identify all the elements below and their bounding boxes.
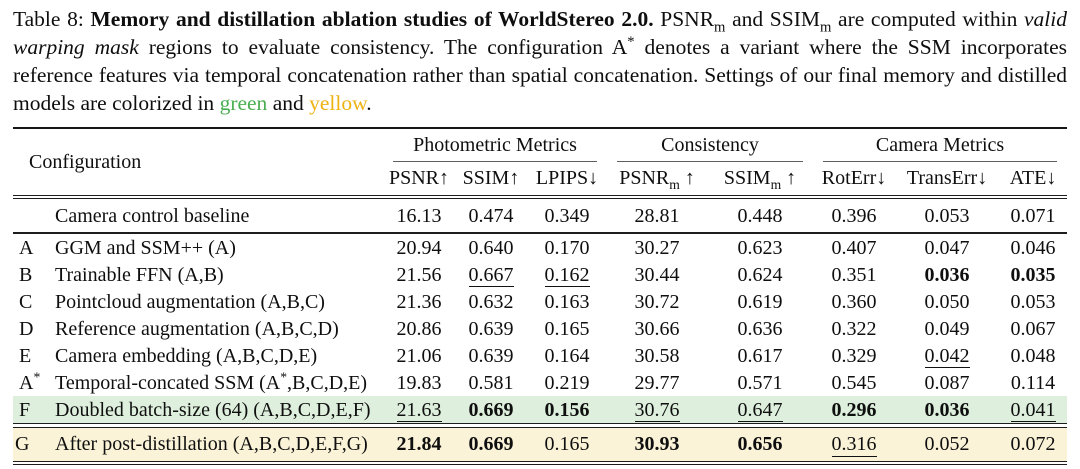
metric-value: 0.624 bbox=[737, 263, 783, 286]
row-letter: D bbox=[19, 317, 34, 340]
metric-value: 16.13 bbox=[396, 204, 442, 227]
metric-value: 0.316 bbox=[831, 433, 877, 456]
metric-value: 0.219 bbox=[544, 371, 590, 394]
row-config: Trainable FFN (A,B) bbox=[55, 263, 224, 286]
caption-part: and bbox=[267, 91, 310, 116]
metric-value: 0.322 bbox=[831, 317, 877, 340]
column-header-roterr: RotErr↓ bbox=[821, 166, 887, 189]
table-row-C bbox=[13, 288, 1067, 315]
table-row-B bbox=[13, 261, 1067, 288]
row-letter: A* bbox=[19, 369, 41, 394]
metric-value: 0.165 bbox=[544, 317, 590, 340]
metric-value: 0.036 bbox=[924, 398, 970, 421]
metric-value: 0.329 bbox=[831, 344, 877, 367]
column-header-ssim: SSIM↑ bbox=[462, 166, 520, 189]
metric-value: 0.162 bbox=[544, 263, 590, 286]
group-label-photometric: Photometric Metrics bbox=[393, 134, 597, 162]
metric-value: 21.63 bbox=[396, 398, 442, 421]
group-label-camera: Camera Metrics bbox=[823, 134, 1057, 162]
caption-part: * bbox=[627, 34, 635, 50]
metric-value: 0.623 bbox=[737, 236, 783, 259]
row-config: Camera embedding (A,B,C,D,E) bbox=[55, 344, 318, 367]
metric-value: 0.640 bbox=[468, 236, 514, 259]
metric-value: 0.669 bbox=[468, 398, 514, 421]
table-row-Astar bbox=[13, 369, 1067, 396]
metric-value: 0.581 bbox=[468, 371, 514, 394]
metric-value: 0.170 bbox=[544, 236, 590, 259]
metric-value: 30.66 bbox=[634, 317, 680, 340]
row-letter: C bbox=[19, 290, 33, 313]
column-header-psnr: PSNR↑ bbox=[388, 166, 450, 189]
column-header-ate: ATE↓ bbox=[1009, 166, 1057, 189]
metric-value: 0.656 bbox=[737, 433, 783, 456]
metric-value: 0.165 bbox=[544, 433, 590, 456]
metric-value: 21.56 bbox=[396, 263, 442, 286]
metric-value: 0.667 bbox=[468, 263, 514, 286]
row-config: Doubled batch-size (64) (A,B,C,D,E,F) bbox=[55, 398, 371, 421]
metric-value: 0.448 bbox=[737, 204, 783, 227]
metric-value: 21.84 bbox=[396, 433, 442, 456]
caption-part: Memory and distillation ablation studies of WorldStereo 2.0. bbox=[90, 7, 654, 31]
caption-part: denotes a variant where the SSM incorporates reference features via temporal concatenation rather than spatial concatenation. Settings of our final memory and distilled models are colorized in bbox=[13, 35, 1067, 116]
metric-value: 21.36 bbox=[396, 290, 442, 313]
metric-value: 0.617 bbox=[737, 344, 783, 367]
metric-value: 0.041 bbox=[1010, 398, 1056, 421]
group-header-camera bbox=[813, 128, 1067, 162]
column-header-transerr: TransErr↓ bbox=[906, 166, 988, 189]
metric-value: 0.632 bbox=[468, 290, 514, 313]
caption-part: green bbox=[219, 91, 268, 116]
metric-value: 0.047 bbox=[924, 236, 970, 259]
row-config: Pointcloud augmentation (A,B,C) bbox=[55, 290, 325, 313]
metric-value: 30.27 bbox=[634, 236, 680, 259]
group-header-consistency bbox=[607, 128, 813, 162]
caption-part: . bbox=[366, 91, 372, 116]
metric-value: 0.545 bbox=[831, 371, 877, 394]
metric-value: 0.114 bbox=[1010, 371, 1056, 394]
caption-part: PSNR bbox=[653, 7, 715, 31]
caption-part: Table 8: bbox=[13, 7, 91, 31]
metric-value: 0.669 bbox=[468, 433, 514, 456]
table-row-D bbox=[13, 315, 1067, 342]
metric-value: 19.83 bbox=[396, 371, 442, 394]
metric-value: 0.156 bbox=[544, 398, 590, 421]
metric-value: 20.94 bbox=[396, 236, 442, 259]
column-header-ssim: $SSIM_m$ ↑ bbox=[723, 166, 797, 192]
metric-value: 30.93 bbox=[634, 433, 680, 456]
metric-value: 30.72 bbox=[634, 290, 680, 313]
metric-value: 0.639 bbox=[468, 317, 514, 340]
column-header-psnr: $PSNR_m$ ↑ bbox=[619, 166, 695, 192]
configuration-header bbox=[13, 128, 383, 195]
row-letter: B bbox=[19, 263, 33, 286]
group-header-photometric bbox=[383, 128, 607, 162]
rule-double bbox=[13, 461, 1067, 466]
table-row-G bbox=[13, 428, 1067, 461]
group-header-row bbox=[13, 128, 1067, 162]
metric-value: 0.639 bbox=[468, 344, 514, 367]
metric-value: 0.407 bbox=[831, 236, 877, 259]
metric-value: 0.474 bbox=[468, 204, 514, 227]
table-row-A bbox=[13, 234, 1067, 261]
row-letter: G bbox=[15, 433, 30, 456]
table-row-F bbox=[13, 396, 1067, 423]
metric-value: 0.164 bbox=[544, 344, 590, 367]
row-letter bbox=[13, 199, 53, 232]
metric-value: 0.636 bbox=[737, 317, 783, 340]
row-letter: A bbox=[19, 236, 34, 259]
table-row-baseline bbox=[13, 199, 1067, 232]
column-header-lpips: LPIPS↓ bbox=[535, 166, 599, 189]
metric-value: 0.647 bbox=[737, 398, 783, 421]
row-config: Temporal-concated SSM (A*,B,C,D,E) bbox=[55, 369, 368, 394]
metric-value: 0.619 bbox=[737, 290, 783, 313]
group-label-consistency: Consistency bbox=[617, 134, 803, 162]
row-letter: F bbox=[19, 398, 31, 421]
metric-value: 0.067 bbox=[1010, 317, 1056, 340]
metric-value: 30.76 bbox=[634, 398, 680, 421]
caption-part: are computed within bbox=[831, 7, 1024, 31]
metric-value: 0.053 bbox=[1010, 290, 1056, 313]
row-config: After post-distillation (A,B,C,D,E,F,G) bbox=[55, 433, 368, 456]
row-config: Reference augmentation (A,B,C,D) bbox=[55, 317, 339, 340]
caption-part: m bbox=[714, 19, 726, 36]
row-config: Camera control baseline bbox=[55, 204, 250, 227]
metric-value: 0.296 bbox=[831, 398, 877, 421]
table-caption bbox=[13, 5, 1067, 118]
metric-value: 0.035 bbox=[1010, 263, 1056, 286]
metric-value: 28.81 bbox=[634, 204, 680, 227]
metric-value: 0.049 bbox=[924, 317, 970, 340]
configuration-label: Configuration bbox=[29, 150, 142, 173]
caption-part: yellow bbox=[309, 91, 367, 116]
metric-value: 21.06 bbox=[396, 344, 442, 367]
metric-value: 20.86 bbox=[396, 317, 442, 340]
metric-value: 29.77 bbox=[634, 371, 680, 394]
metric-value: 0.046 bbox=[1010, 236, 1056, 259]
ablation-table bbox=[13, 127, 1067, 466]
metric-value: 0.571 bbox=[737, 371, 783, 394]
double-rule bbox=[13, 461, 1067, 466]
caption-part: valid warping mask bbox=[13, 7, 1067, 60]
metric-value: 30.58 bbox=[634, 344, 680, 367]
table-row-E bbox=[13, 342, 1067, 369]
caption-part: m bbox=[819, 19, 832, 36]
metric-value: 0.072 bbox=[1010, 433, 1056, 456]
metric-value: 0.036 bbox=[924, 263, 970, 286]
metric-value: 0.351 bbox=[831, 263, 877, 286]
metric-value: 0.163 bbox=[544, 290, 590, 313]
metric-value: 0.349 bbox=[544, 204, 590, 227]
metric-value: 0.053 bbox=[924, 204, 970, 227]
metric-value: 0.048 bbox=[1010, 344, 1056, 367]
metric-value: 0.396 bbox=[831, 204, 877, 227]
metric-value: 0.087 bbox=[924, 371, 970, 394]
metric-value: 0.071 bbox=[1010, 204, 1056, 227]
row-letter: E bbox=[19, 344, 32, 367]
metric-value: 0.050 bbox=[924, 290, 970, 313]
metric-value: 0.042 bbox=[924, 344, 970, 367]
metric-value: 0.360 bbox=[831, 290, 877, 313]
caption-part: regions to evaluate consistency. The configuration A bbox=[138, 35, 628, 60]
caption-part: and SSIM bbox=[725, 7, 820, 31]
metric-value: 30.44 bbox=[634, 263, 680, 286]
row-config: GGM and SSM++ (A) bbox=[55, 236, 236, 259]
metric-value: 0.052 bbox=[924, 433, 970, 456]
